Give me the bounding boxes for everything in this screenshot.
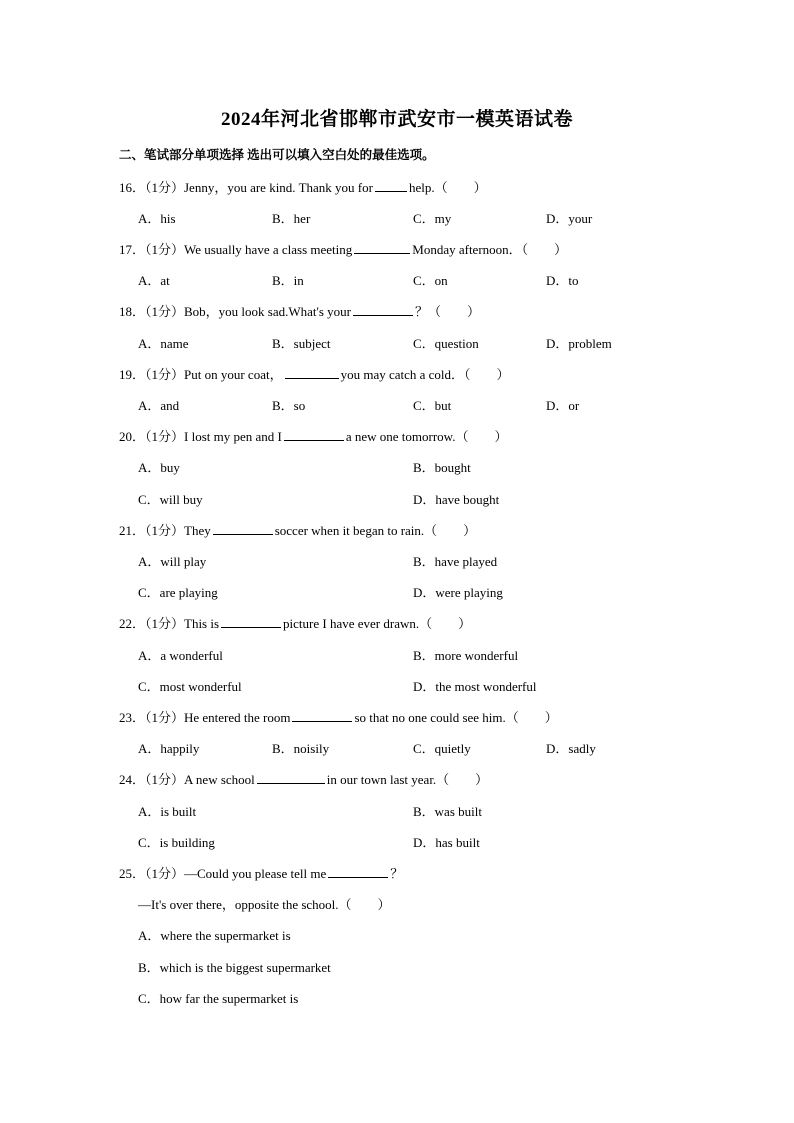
question-24: [119, 769, 488, 788]
question-text-end: a new one tomorrow.（ ）: [345, 429, 508, 444]
option-d[interactable]: D．were playing: [413, 585, 503, 600]
question-18: [119, 301, 480, 320]
question-text: 23．（1分）He entered the room: [119, 710, 291, 725]
dialogue-response: —It's over there，opposite the school.（ ）: [138, 897, 391, 912]
option-a[interactable]: A．a wonderful: [138, 648, 223, 663]
question-text-end: ？: [390, 866, 404, 881]
answer-blank: [213, 522, 273, 535]
question-22: [119, 613, 471, 632]
answer-blank: [284, 428, 344, 441]
option-b[interactable]: B．which is the biggest supermarket: [138, 960, 331, 975]
answer-blank: [354, 241, 410, 254]
option-c[interactable]: C．my: [413, 211, 452, 226]
question-25: [119, 863, 403, 882]
question-text-end: you may catch a cold．（ ）: [340, 367, 510, 382]
question-text-end: help.（ ）: [408, 180, 487, 195]
question-text-end: Monday afternoon．（ ）: [412, 242, 568, 257]
answer-blank: [221, 615, 281, 628]
option-b[interactable]: B．noisily: [272, 741, 330, 756]
option-a[interactable]: A．name: [138, 336, 189, 351]
question-text-end: so that no one could see him.（ ）: [354, 710, 558, 725]
answer-blank: [375, 179, 407, 192]
option-b[interactable]: B．in: [272, 273, 304, 288]
question-text: 18．（1分）Bob，you look sad.What's your: [119, 304, 351, 319]
question-17: [119, 239, 567, 258]
option-d[interactable]: D．the most wonderful: [413, 679, 537, 694]
question-20: [119, 426, 507, 445]
question-text: 24．（1分）A new school: [119, 772, 255, 787]
question-text: 17．（1分）We usually have a class meeting: [119, 242, 353, 257]
option-d[interactable]: D．to: [546, 273, 579, 288]
option-d[interactable]: D．has built: [413, 835, 480, 850]
option-b[interactable]: B．her: [272, 211, 311, 226]
option-b[interactable]: B．have played: [413, 554, 498, 569]
option-c[interactable]: C．quietly: [413, 741, 471, 756]
question-text: 21．（1分）They: [119, 523, 211, 538]
question-text-end: in our town last year.（ ）: [326, 772, 489, 787]
question-text: 22．（1分）This is: [119, 616, 220, 631]
question-text-end: picture I have ever drawn.（ ）: [283, 616, 472, 631]
option-b[interactable]: B．was built: [413, 804, 482, 819]
option-c[interactable]: C．how far the supermarket is: [138, 991, 299, 1006]
question-text: 19．（1分）Put on your coat，: [119, 367, 283, 382]
question-text: 16．（1分）Jenny，you are kind. Thank you for: [119, 180, 373, 195]
page-title: 2024年河北省邯郸市武安市一模英语试卷: [220, 109, 573, 130]
option-a[interactable]: A．is built: [138, 804, 197, 819]
option-b[interactable]: B．more wonderful: [413, 648, 519, 663]
question-text: 20．（1分）I lost my pen and I: [119, 429, 282, 444]
option-d[interactable]: D．sadly: [546, 741, 596, 756]
question-text-end: ？（ ）: [415, 304, 481, 319]
answer-blank: [328, 865, 388, 878]
option-d[interactable]: D．your: [546, 211, 593, 226]
option-a[interactable]: A．happily: [138, 741, 200, 756]
answer-blank: [285, 366, 339, 379]
option-d[interactable]: D．problem: [546, 336, 612, 351]
option-a[interactable]: A．at: [138, 273, 170, 288]
option-c[interactable]: C．is building: [138, 835, 215, 850]
question-text-end: soccer when it began to rain.（ ）: [274, 523, 477, 538]
option-c[interactable]: C．most wonderful: [138, 679, 242, 694]
question-21: [119, 520, 476, 539]
option-a[interactable]: A．buy: [138, 460, 180, 475]
option-c[interactable]: C．are playing: [138, 585, 218, 600]
question-23: [119, 707, 558, 726]
option-a[interactable]: A．where the supermarket is: [138, 928, 291, 943]
section-heading: 二、笔试部分单项选择 选出可以填入空白处的最佳选项。: [119, 148, 435, 162]
option-a[interactable]: A．his: [138, 211, 176, 226]
option-a[interactable]: A．will play: [138, 554, 207, 569]
option-b[interactable]: B．subject: [272, 336, 331, 351]
question-16: [119, 177, 487, 196]
option-a[interactable]: A．and: [138, 398, 180, 413]
option-b[interactable]: B．bought: [413, 460, 471, 475]
answer-blank: [257, 771, 325, 784]
option-c[interactable]: C．question: [413, 336, 479, 351]
question-19: [119, 364, 510, 383]
answer-blank: [292, 709, 352, 722]
option-d[interactable]: D．or: [546, 398, 580, 413]
option-b[interactable]: B．so: [272, 398, 306, 413]
option-c[interactable]: C．will buy: [138, 492, 203, 507]
option-c[interactable]: C．on: [413, 273, 448, 288]
answer-blank: [353, 303, 413, 316]
option-c[interactable]: C．but: [413, 398, 452, 413]
question-text: 25．（1分）—Could you please tell me: [119, 866, 327, 881]
option-d[interactable]: D．have bought: [413, 492, 500, 507]
